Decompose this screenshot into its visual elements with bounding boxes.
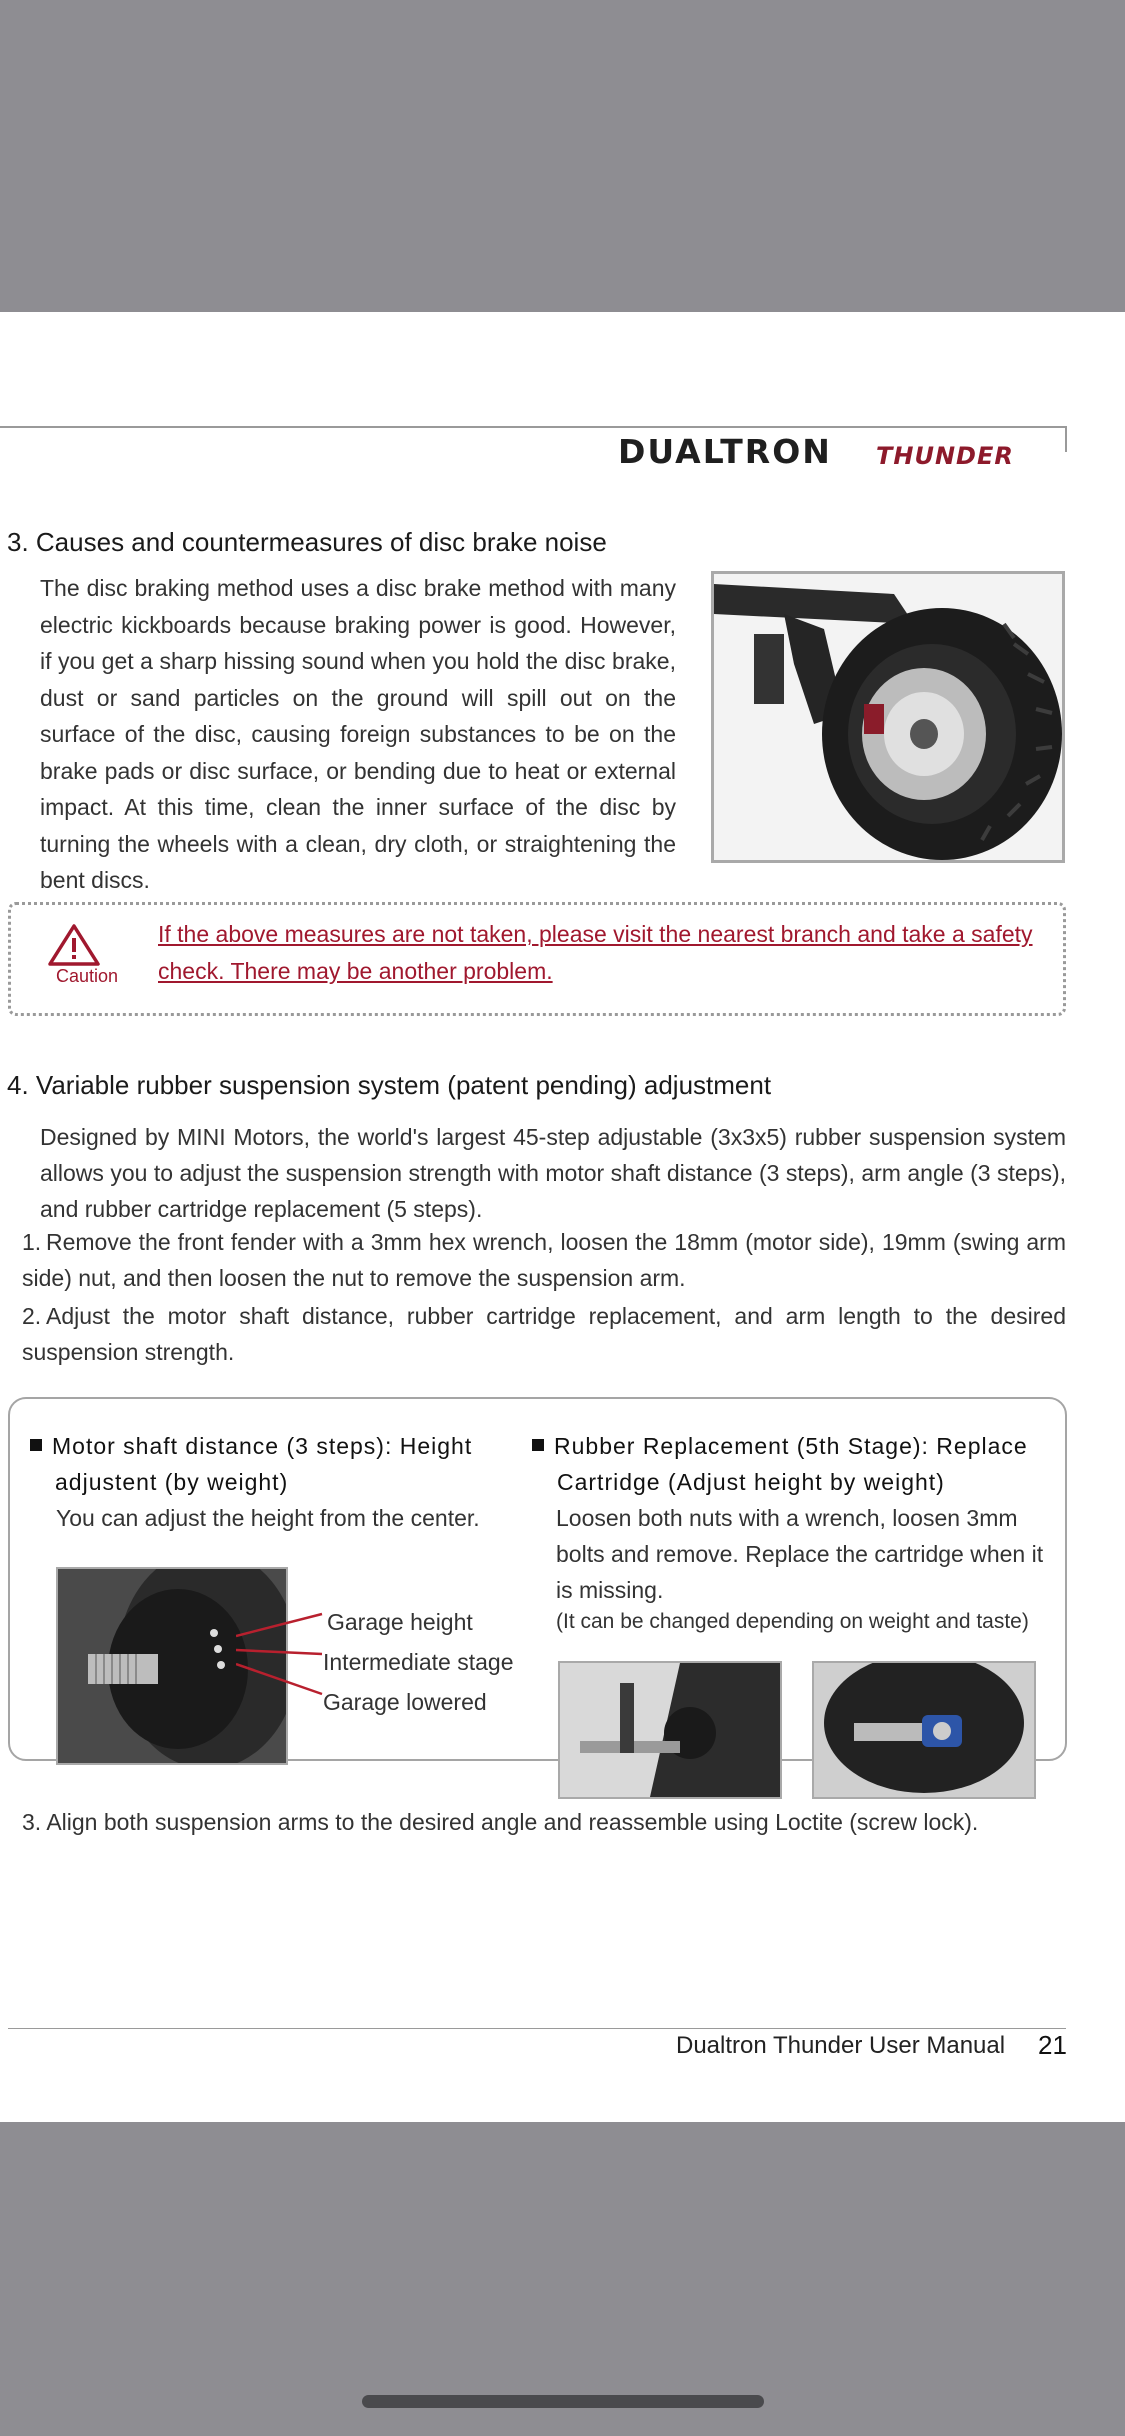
footer-rule [8,2028,1066,2029]
section3-title: 3. Causes and countermeasures of disc brake noise [7,527,607,557]
step-3 [22,1809,978,1836]
bullet-square-icon [30,1439,42,1451]
caution-text: If the above measures are not taken, please visit the nearest branch and take a safety check. There may be another problem. [158,921,1033,984]
step-text: Align both suspension arms to the desired angle and reassemble using Loctite (screw lock). [46,1809,979,1835]
header-rule-end [1065,426,1067,452]
section4-title: 4. Variable rubber suspension system (patent pending) adjustment [7,1070,772,1100]
cartridge-photo [812,1661,1036,1799]
rubber-replacement-desc: Loosen both nuts with a wrench, loosen 3mm bolts and remove. Replace the cartridge when it is missing. [556,1505,1044,1603]
step-number: 1. [22,1229,42,1255]
title-line2: adjustent (by weight) [55,1469,289,1495]
section3-body: The disc braking method uses a disc brake method with many electric kickboards because braking power is good. However, if you get a sharp hissing sound when you hold the disc brake, dust or sand particles on the ground will spill out on the surface of the disc, causing foreign substances to be on the brake pads or disc surface, or bending due to heat or external impact. At this time, clean the inner surface of the disc by turning the wheels with a clean, dry cloth, or straightening the bent discs. [40,575,676,893]
rubber-replacement-note: (It can be changed depending on weight and taste) [556,1610,1029,1633]
bullet-square-icon [532,1439,544,1451]
wrench-photo [558,1661,782,1799]
brand-name: DUALTRON [618,432,832,471]
title-line1: Rubber Replacement (5th Stage): Replace [554,1433,1028,1459]
disc-brake-wheel-image [711,571,1065,863]
header-rule [0,426,1066,428]
page-number: 21 [1038,2030,1067,2060]
motor-shaft-title [30,1428,500,1500]
home-indicator[interactable] [362,2395,764,2408]
callout-intermediate-stage: Intermediate stage [323,1649,514,1675]
footer-title: Dualtron Thunder User Manual [676,2032,1006,2059]
motor-shaft-desc: You can adjust the height from the center. [56,1505,480,1531]
callout-lines [236,1608,336,1708]
title-line1: Motor shaft distance (3 steps): Height [52,1433,473,1459]
title-line2: Cartridge (Adjust height by weight) [557,1469,945,1495]
model-name: THUNDER [876,442,1014,470]
warning-triangle-icon [46,922,102,968]
brand-logo [618,432,1050,472]
manual-page [0,312,1125,2122]
step-number: 3. [22,1809,42,1835]
caution-label: Caution [56,966,119,986]
step-number: 2. [22,1303,42,1329]
rubber-replacement-title [532,1428,1052,1500]
step-text: Adjust the motor shaft distance, rubber cartridge replacement, and arm length to the desired suspension strength. [22,1303,1066,1365]
step-text: Remove the front fender with a 3mm hex wrench, loosen the 18mm (motor side), 19mm (swing arm side) nut, and then loosen the nut to remove the suspension arm. [22,1229,1066,1291]
callout-garage-height: Garage height [327,1609,473,1635]
callout-garage-lowered: Garage lowered [323,1689,487,1715]
step-2 [22,1298,1066,1370]
step-1 [22,1224,1066,1296]
section4-intro: Designed by MINI Motors, the world's largest 45-step adjustable (3x3x5) rubber suspension system allows you to adjust the suspension strength with motor shaft distance (3 steps), arm angle (3 steps), and rubber cartridge replacement (5 steps). [40,1124,1066,1222]
